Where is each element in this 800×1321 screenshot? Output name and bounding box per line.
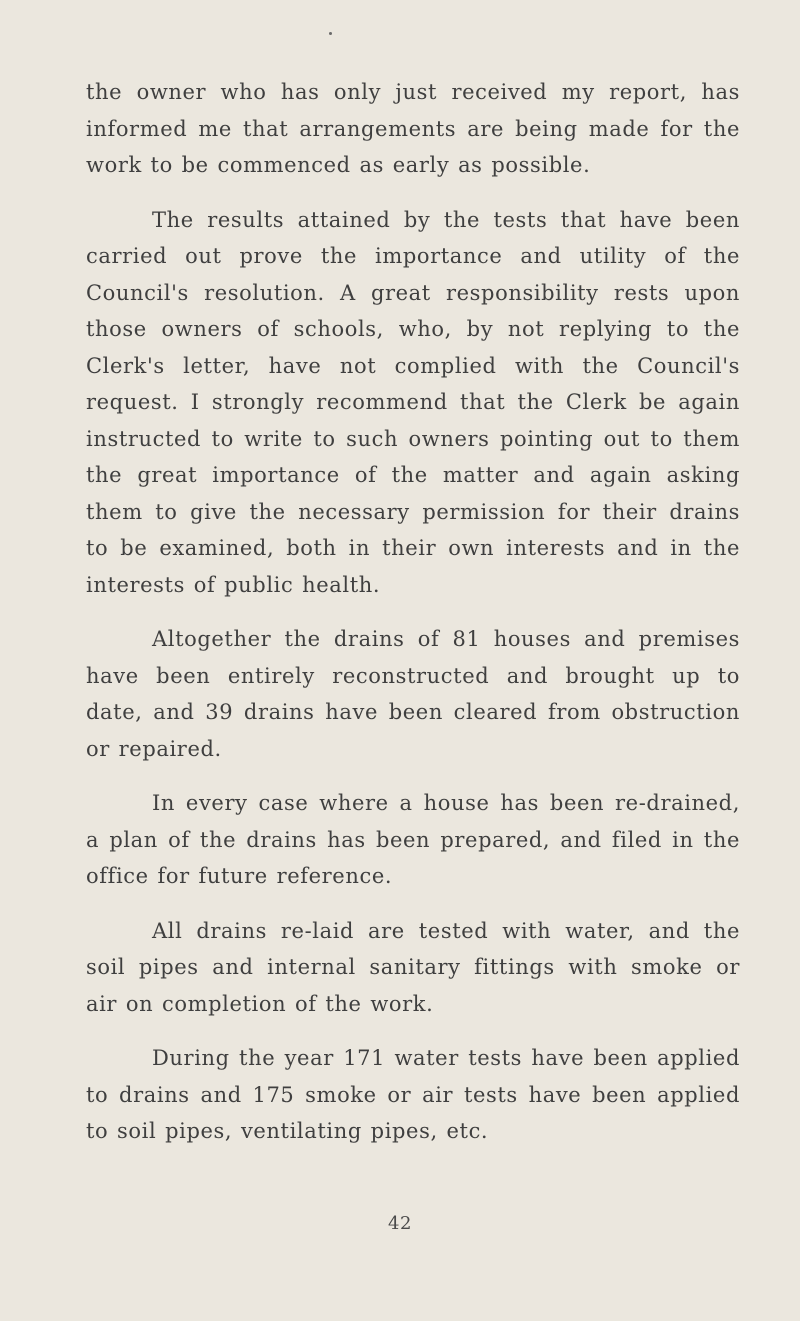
- print-speck: [329, 32, 332, 35]
- body-text: [86, 74, 740, 1150]
- paragraph-drains-reconstructed: Altogether the drains of 81 houses and premises have been entirely reconstructed and brought up to date, and 39 drains have been cleared from obstruction or repaired.: [86, 627, 740, 761]
- paragraph-owner-report: the owner who has only just received my report, has informed me that arrangements are being made for the work to be commenced as early as possible.: [86, 80, 740, 177]
- paragraph-drain-plans: In every case where a house has been re-drained, a plan of the drains has been prepared, and filed in the office for future reference.: [86, 791, 740, 888]
- paragraph-test-counts: During the year 171 water tests have been applied to drains and 175 smoke or air tests have been applied to soil pipes, ventilating pipes, etc.: [86, 1046, 740, 1143]
- paragraph-testing-method: All drains re-laid are tested with water, and the soil pipes and internal sanitary fittings with smoke or air on completion of the work.: [86, 918, 740, 1016]
- page-number: 42: [388, 1213, 412, 1234]
- paragraph-test-results: The results attained by the tests that have been carried out prove the importance and utility of the Council's resolution. A great responsibility rests upon those owners of schools, who, by not replying to the Clerk's letter, have not complied with the Council's request. I strongly recommend that the Clerk be again instructed to write to such owners pointing out to them the great importance of the matter and again asking them to give the necessary permission for their drains to be examined, both in their own interests and in the interests of public health.: [86, 207, 740, 597]
